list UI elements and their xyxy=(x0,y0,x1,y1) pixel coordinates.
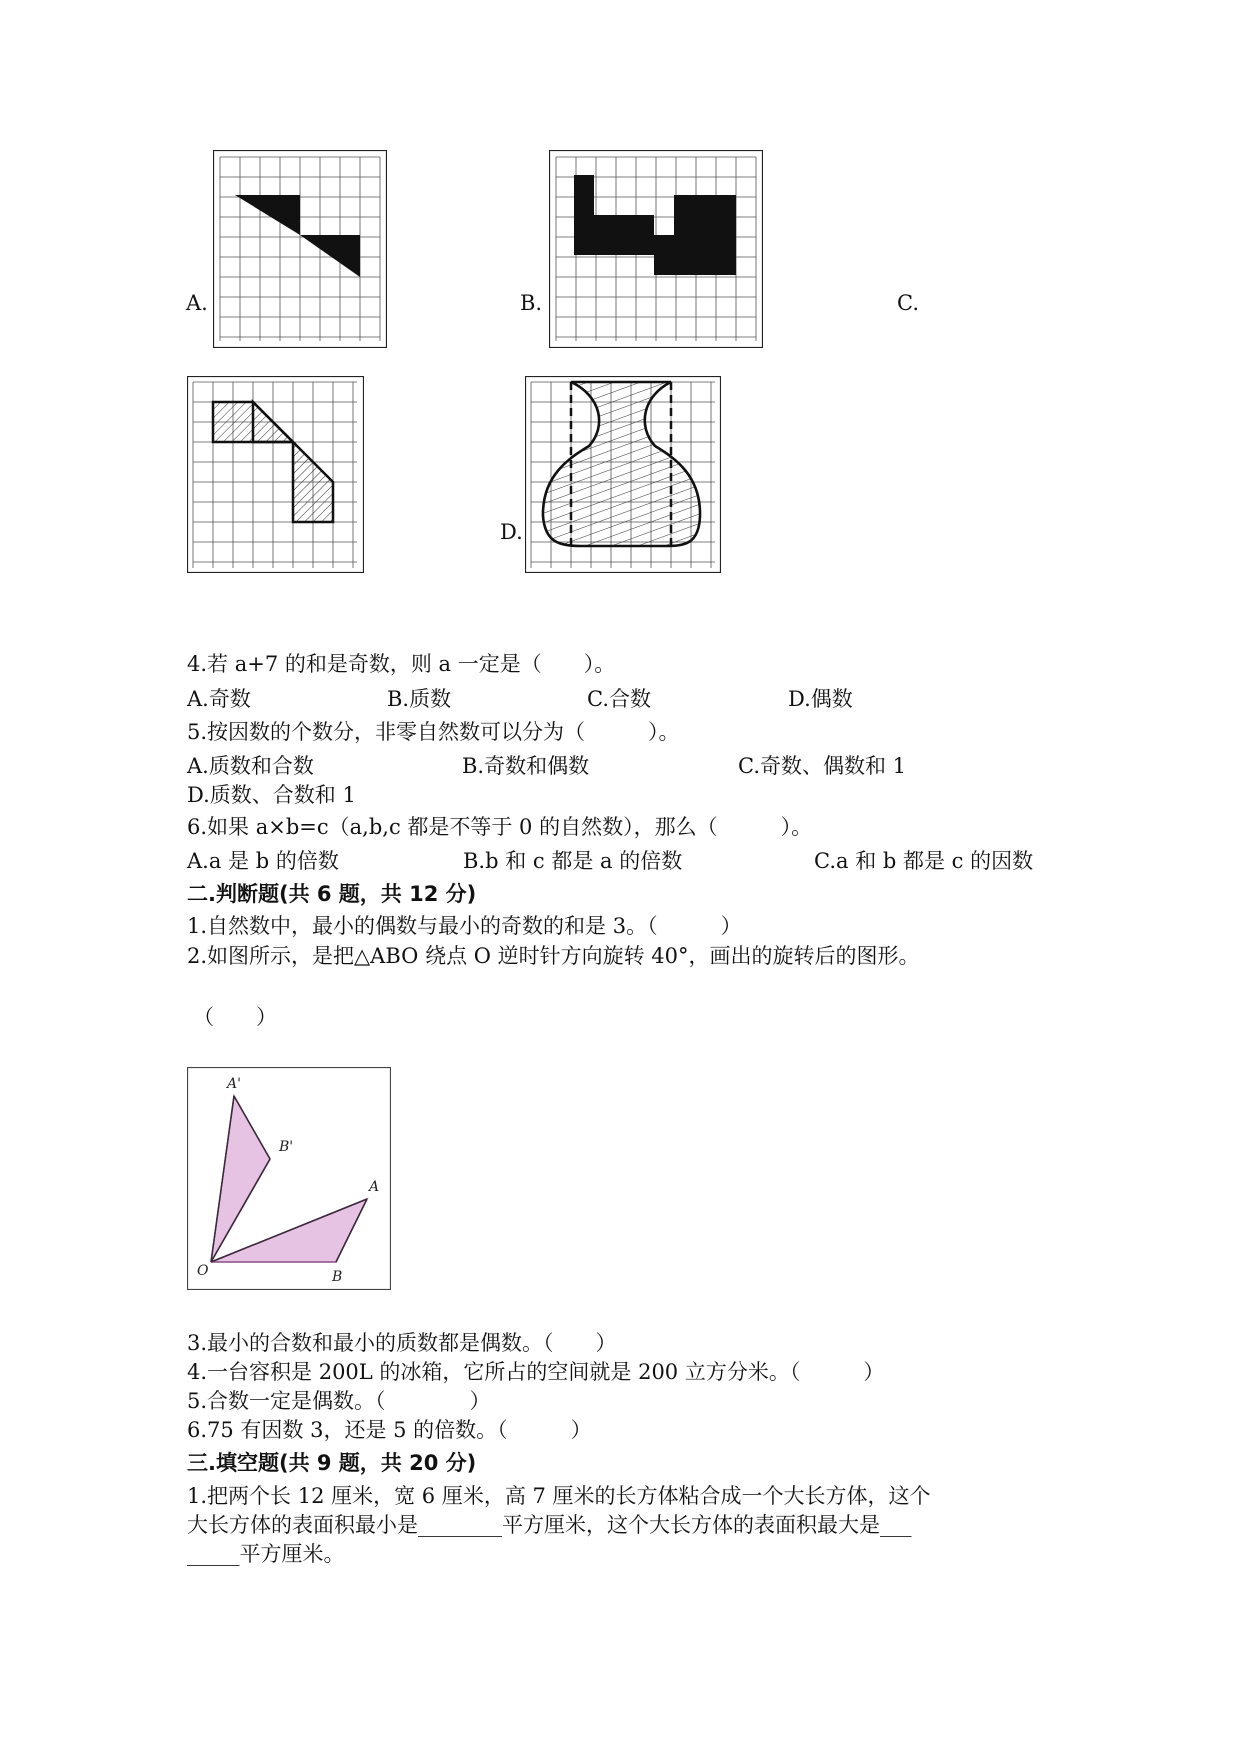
fill-item-1-line-2[interactable]: 大长方体的表面积最小是________平方厘米，这个大长方体的表面积最大是___ xyxy=(187,1513,912,1537)
option-a-grid-figure xyxy=(213,150,387,348)
option-c-label: C. xyxy=(897,291,919,315)
question-6-stem: 6.如果 a×b=c（a,b,c 都是不等于 0 的自然数），那么（ ）。 xyxy=(187,815,813,839)
label-a: A xyxy=(369,1179,380,1195)
label-o: O xyxy=(197,1263,209,1279)
question-4-option-b[interactable]: B.质数 xyxy=(387,687,452,711)
label-b: B xyxy=(332,1269,343,1285)
judge-item-4: 4.一台容积是 200L 的冰箱，它所占的空间就是 200 立方分米。（ ） xyxy=(187,1360,885,1384)
question-6-option-a[interactable]: A.a 是 b 的倍数 xyxy=(187,849,339,873)
option-c-grid-figure xyxy=(187,376,364,573)
option-d-grid-figure xyxy=(525,376,721,573)
option-d-label: D. xyxy=(500,520,523,544)
fill-item-1-line-1: 1.把两个长 12 厘米，宽 6 厘米，高 7 厘米的长方体粘合成一个大长方体，这个 xyxy=(187,1484,931,1508)
judge-item-2-answer-brackets[interactable]: （ ） xyxy=(193,1005,277,1029)
option-b-label: B. xyxy=(520,291,543,315)
question-4-option-a[interactable]: A.奇数 xyxy=(187,687,251,711)
question-5-option-c[interactable]: C.奇数、偶数和 1 xyxy=(738,754,907,778)
question-5-option-b[interactable]: B.奇数和偶数 xyxy=(462,754,590,778)
question-5-option-d[interactable]: D.质数、合数和 1 xyxy=(187,783,356,807)
judge-item-3: 3.最小的合数和最小的质数都是偶数。（ ） xyxy=(187,1331,617,1355)
label-a-prime: A' xyxy=(227,1076,241,1092)
label-b-prime: B' xyxy=(279,1139,294,1155)
question-5-option-a[interactable]: A.质数和合数 xyxy=(187,754,314,778)
judge-item-2: 2.如图所示，是把△ABO 绕点 O 逆时针方向旋转 40°，画出的旋转后的图形。 xyxy=(187,944,920,968)
judge-item-1: 1.自然数中，最小的偶数与最小的奇数的和是 3。（ ） xyxy=(187,914,742,938)
question-6-option-b[interactable]: B.b 和 c 都是 a 的倍数 xyxy=(463,849,683,873)
section-3-heading: 三.填空题(共 9 题，共 20 分) xyxy=(187,1451,477,1475)
question-4-option-c[interactable]: C.合数 xyxy=(587,687,651,711)
question-4-option-d[interactable]: D.偶数 xyxy=(788,687,853,711)
question-6-option-c[interactable]: C.a 和 b 都是 c 的因数 xyxy=(814,849,1034,873)
section-2-heading: 二.判断题(共 6 题，共 12 分) xyxy=(187,882,477,906)
question-4-stem: 4.若 a+7 的和是奇数，则 a 一定是（ ）。 xyxy=(187,652,616,676)
fill-item-1-line-3[interactable]: _____平方厘米。 xyxy=(187,1542,345,1566)
rotation-triangle-figure xyxy=(187,1067,391,1290)
option-a-label: A. xyxy=(186,291,208,315)
option-b-grid-figure xyxy=(549,150,763,348)
question-5-stem: 5.按因数的个数分，非零自然数可以分为（ ）。 xyxy=(187,720,680,744)
judge-item-6: 6.75 有因数 3，还是 5 的倍数。（ ） xyxy=(187,1418,592,1442)
judge-item-5: 5.合数一定是偶数。（ ） xyxy=(187,1389,491,1413)
